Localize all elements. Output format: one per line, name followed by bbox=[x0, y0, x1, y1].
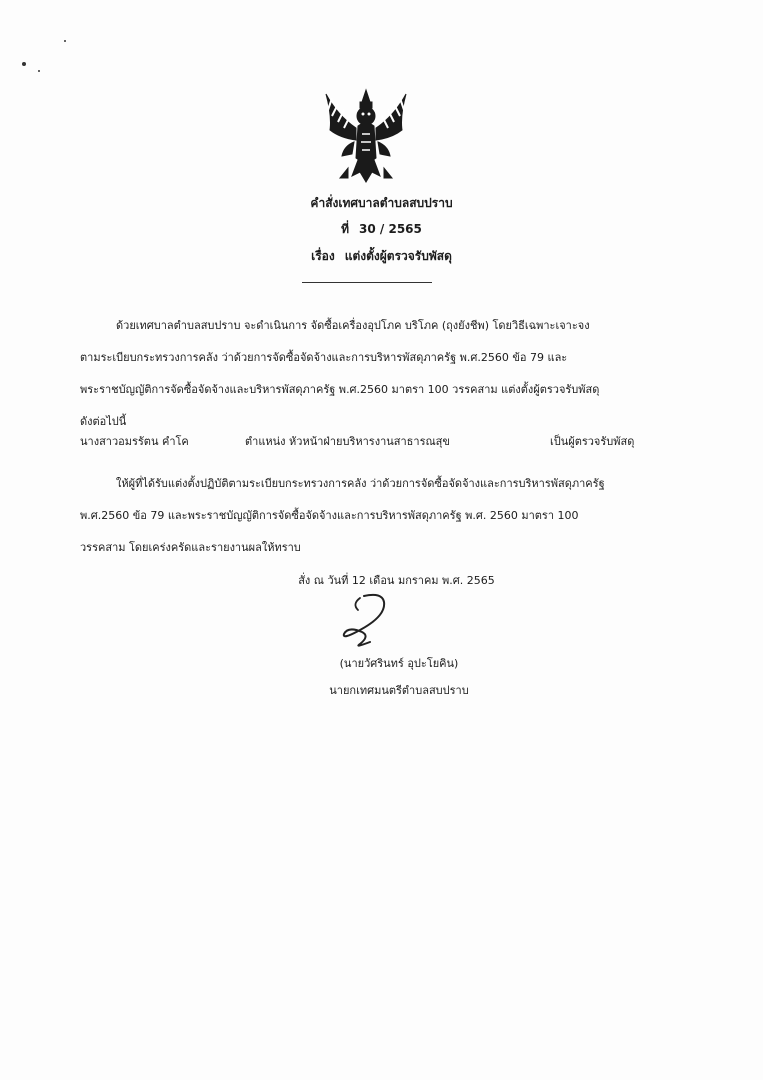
order-title bbox=[0, 194, 763, 213]
scan-speck bbox=[64, 40, 66, 42]
paragraph-line: พ.ศ.2560 ข้อ 79 และพระราชบัญญัติการจัดซื้อจัดจ้างและการบริหารพัสดุภาครัฐ พ.ศ. 2560 มาตรา 100 bbox=[80, 509, 579, 522]
signatory-name-text: (นายวัศรินทร์ อุปะโยคิน) bbox=[339, 657, 459, 670]
header-divider bbox=[302, 282, 432, 283]
appointee-name: นางสาวอมรรัตน คำโค bbox=[80, 435, 189, 448]
scan-speck bbox=[38, 70, 40, 72]
paragraph-line: พระราชบัญญัติการจัดซื้อจัดจ้างและบริหารพัสดุภาครัฐ พ.ศ.2560 มาตรา 100 วรรคสาม แต่งตั้งผู้ตรวจรับพัสดุ bbox=[80, 383, 600, 396]
order-subject-value: แต่งตั้งผู้ตรวจรับพัสดุ bbox=[344, 249, 452, 263]
paragraph-line: ด้วยเทศบาลตำบลสบปราบ จะดำเนินการ จัดซื้อเครื่องอุปโภค บริโภค (ถุงยังชีพ) โดยวิธีเฉพาะเจาะจง bbox=[116, 319, 590, 332]
order-number-label: ที่ bbox=[341, 222, 350, 236]
paragraph-line: ให้ผู้ที่ได้รับแต่งตั้งปฏิบัติตามระเบียบกระทรวงการคลัง ว่าด้วยการจัดซื้อจัดจ้างและการบริหารพัสดุภาครัฐ bbox=[116, 477, 605, 490]
appointee-role: เป็นผู้ตรวจรับพัสดุ bbox=[550, 435, 635, 448]
paragraph-line: วรรคสาม โดยเคร่งครัดและรายงานผลให้ทราบ bbox=[80, 541, 301, 554]
signature-mark bbox=[330, 590, 394, 650]
order-subject-label: เรื่อง bbox=[311, 249, 335, 263]
paragraph-line: ดังต่อไปนี้ bbox=[80, 415, 127, 428]
order-number-value: 30 / 2565 bbox=[359, 222, 422, 236]
paragraph-line: ตามระเบียบกระทรวงการคลัง ว่าด้วยการจัดซื้อจัดจ้างและการบริหารพัสดุภาครัฐ พ.ศ.2560 ข้อ 79 และ bbox=[80, 351, 568, 364]
order-date-text: สั่ง ณ วันที่ 12 เดือน มกราคม พ.ศ. 2565 bbox=[298, 574, 495, 587]
signatory-title-text: นายกเทศมนตรีตำบลสบปราบ bbox=[329, 684, 469, 697]
signatory-name bbox=[0, 654, 763, 672]
order-number bbox=[0, 220, 763, 239]
appointee-row bbox=[80, 432, 690, 456]
garuda-emblem-icon bbox=[318, 86, 414, 186]
appointee-position: ตำแหน่ง หัวหน้าฝ่ายบริหารงานสาธารณสุข bbox=[245, 435, 450, 448]
order-date bbox=[0, 571, 763, 589]
scan-speck bbox=[22, 62, 26, 66]
signatory-title bbox=[0, 681, 763, 699]
order-subject bbox=[0, 247, 763, 266]
order-title-text: คำสั่งเทศบาลตำบลสบปราบ bbox=[310, 196, 453, 210]
paragraph-instruction bbox=[80, 468, 690, 564]
paragraph-intro bbox=[80, 310, 690, 438]
